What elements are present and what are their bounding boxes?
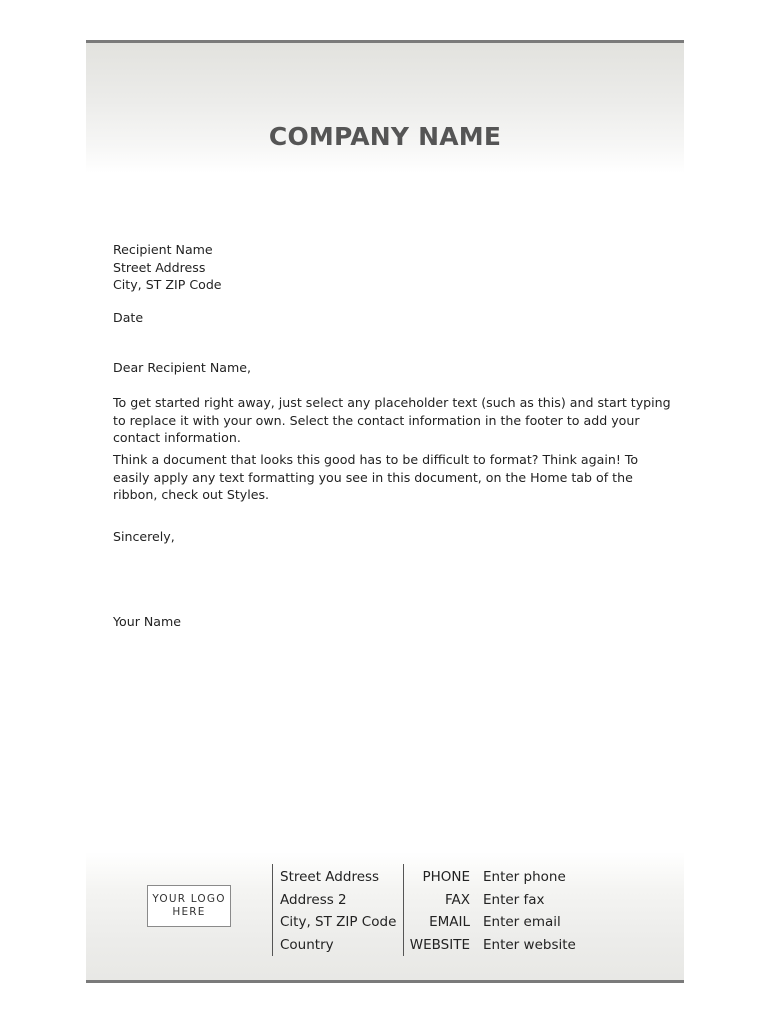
paragraph-line: contact information. bbox=[113, 430, 241, 445]
footer-divider bbox=[272, 864, 273, 956]
website-label: WEBSITE bbox=[409, 936, 470, 953]
paragraph-line: easily apply any text formatting you see in this document, on the Home tab of the bbox=[113, 469, 633, 485]
phone-value[interactable]: Enter phone bbox=[483, 869, 566, 885]
recipient-city[interactable]: City, ST ZIP Code bbox=[113, 277, 222, 292]
letter-date[interactable]: Date bbox=[113, 310, 144, 325]
paragraph-line: Think a document that looks this good has to be difficult to format? Think again! To bbox=[113, 452, 639, 467]
email-label: EMAIL bbox=[429, 914, 470, 930]
logo-line: HERE bbox=[172, 906, 206, 918]
footer-address bbox=[280, 866, 396, 956]
footer-city[interactable]: City, ST ZIP Code bbox=[280, 914, 397, 930]
logo-line: YOUR LOGO bbox=[152, 893, 226, 905]
phone-label: PHONE bbox=[422, 869, 470, 885]
recipient-street[interactable]: Street Address bbox=[113, 259, 206, 275]
recipient-block bbox=[113, 241, 222, 294]
paragraph-line: ribbon, check out Styles. bbox=[113, 487, 270, 502]
logo-placeholder[interactable] bbox=[147, 885, 231, 927]
footer-street[interactable]: Street Address bbox=[280, 869, 380, 885]
header-band bbox=[86, 43, 684, 173]
closing[interactable]: Sincerely, bbox=[113, 529, 175, 544]
footer-contact-labels bbox=[408, 866, 470, 956]
company-name[interactable]: COMPANY NAME bbox=[268, 122, 502, 151]
website-value[interactable]: Enter website bbox=[483, 936, 576, 953]
body-paragraph-1[interactable] bbox=[113, 394, 673, 447]
fax-label: FAX bbox=[444, 891, 470, 908]
logo-text bbox=[152, 893, 225, 919]
footer-divider bbox=[403, 864, 404, 956]
paragraph-line: To get started right away, just select any placeholder text (such as this) and start typing bbox=[113, 395, 671, 410]
paragraph-line: to replace it with your own. Select the contact information in the footer to add your bbox=[113, 412, 640, 428]
email-value[interactable]: Enter email bbox=[483, 914, 561, 930]
salutation[interactable]: Dear Recipient Name, bbox=[113, 360, 252, 375]
footer-contact-values bbox=[483, 866, 576, 956]
fax-value[interactable]: Enter fax bbox=[483, 891, 545, 908]
signature-name[interactable]: Your Name bbox=[113, 614, 182, 629]
bottom-rule bbox=[86, 980, 684, 983]
body-paragraph-2[interactable] bbox=[113, 451, 673, 504]
footer-country[interactable]: Country bbox=[280, 936, 334, 953]
footer-address-2[interactable]: Address 2 bbox=[280, 891, 347, 908]
recipient-name[interactable]: Recipient Name bbox=[113, 242, 213, 257]
